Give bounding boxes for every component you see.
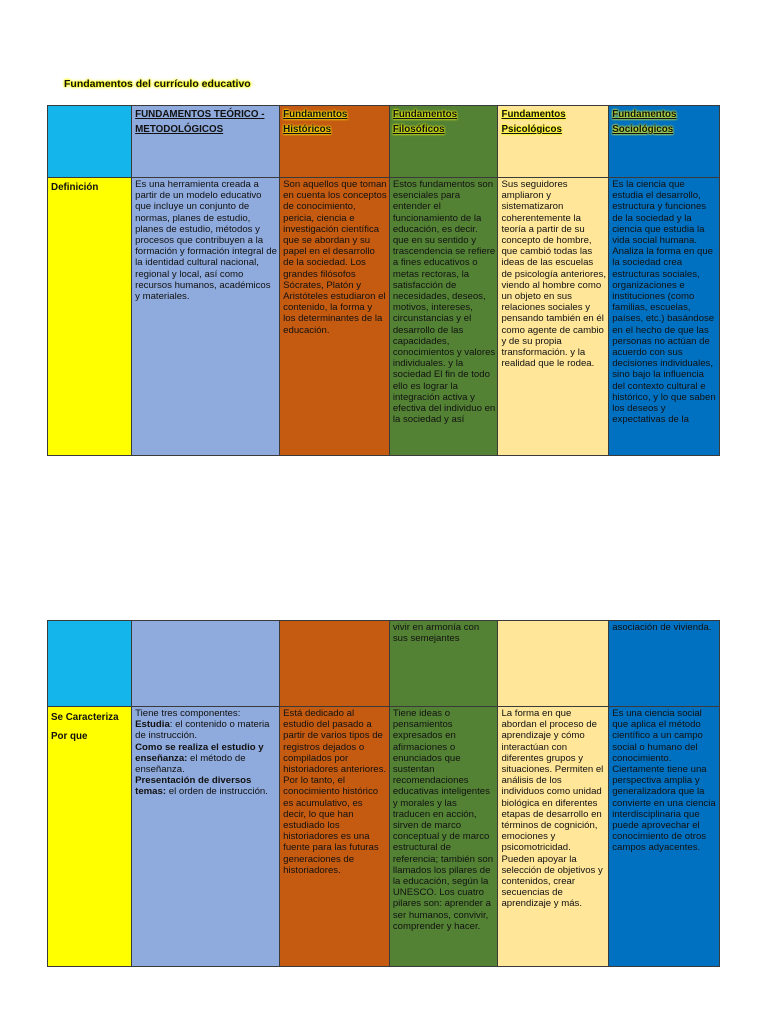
- caracteriza-label-cell: Se Caracteriza Por que: [48, 707, 132, 967]
- continuation-sociologicos: asociación de vivienda.: [609, 621, 720, 707]
- continuation-filosoficos: vivir en armonía con sus semejantes: [389, 621, 498, 707]
- continuation-label-cell: [48, 621, 132, 707]
- definicion-row: [48, 178, 720, 456]
- fundamentos-table-page-1: [47, 105, 720, 456]
- document-title: Fundamentos del currículo educativo: [64, 78, 251, 90]
- header-filosoficos: Fundamentos Filosóficos: [389, 106, 498, 178]
- definicion-sociologicos: Es la ciencia que estudia el desarrollo, estructura y funciones de la sociedad y la ciencia que estudia la vida social humana. Analiza la forma en que la sociedad crea estructuras sociales, organizaciones e instituciones (como familias, escuelas, países, etc.) basándose en el hecho de que las personas no actúan de acuerdo con sus decisiones individuales, sino bajo la influencia del contexto cultural e histórico, y lo que saben los deseos y expectativas de la: [609, 178, 720, 456]
- definicion-label-cell: Definición: [48, 178, 132, 456]
- definicion-continuation-row: [48, 621, 720, 707]
- caracteriza-filosoficos: Tiene ideas o pensamientos expresados en afirmaciones o enunciados que sustentan recomendaciones educativas inteligentes y morales y las traducen en acción, sirven de marco conceptual y de marco estructural de referencia; también son llamados los pilares de la educación, según la UNESCO. Los cuatro pilares son: aprender a ser humanos, convivir, comprender y hacer.: [389, 707, 498, 967]
- continuation-psicologicos: [498, 621, 609, 707]
- caracteriza-sociologicos: Es una ciencia social que aplica el método científico a un campo social o humano del conocimiento. Ciertamente tiene una perspectiva amplia y generalizadora que la convierte en una ciencia interdisciplinaria que puede aprovechar el conocimiento de otros campos adyacentes.: [609, 707, 720, 967]
- caracteriza-row: [48, 707, 720, 967]
- definicion-psicologicos: Sus seguidores ampliaron y sistematizaron coherentemente la teoría a partir de su concepto de hombre, que cambió todas las ideas de las escuelas de psicología anteriores, viendo al hombre como un objeto en sus relaciones sociales y pensando también en él como agente de cambio y de su propia transformación. y la realidad que le rodea.: [498, 178, 609, 456]
- header-teorico: FUNDAMENTOS TEÓRICO - METODOLÓGICOS: [132, 106, 280, 178]
- definicion-filosoficos: Estos fundamentos son esenciales para entender el funcionamiento de la educación, es decir. que en su sentido y trascendencia se refiere a fines educativos o metas rectoras, la satisfacción de necesidades, deseos, motivos, intereses, circunstancias y el desarrollo de las capacidades, conocimientos y valores individuales. y la sociedad El fin de todo ello es lograr la integración activa y efectiva del individuo en la sociedad y así: [389, 178, 498, 456]
- caracteriza-teorico: Tiene tres componentes: Estudia: el contenido o materia de instrucción. Como se realiza el estudio y enseñanza: el método de enseñanza. Presentación de diversos temas: el orden de instrucción.: [132, 707, 280, 967]
- caracteriza-psicologicos: La forma en que abordan el proceso de aprendizaje y cómo interactúan con diferentes grupos y situaciones. Permiten el análisis de los individuos como unidad biológica en diferentes etapas de desarrollo en términos de cognición, emociones y psicomotricidad. Pueden apoyar la selección de objetivos y contenidos, crear secuencias de aprendizaje y más.: [498, 707, 609, 967]
- header-psicologicos: Fundamentos Psicológicos: [498, 106, 609, 178]
- definicion-teorico: Es una herramienta creada a partir de un modelo educativo que incluye un conjunto de normas, planes de estudio, planes de estudio, métodos y procesos que contribuyen a la formación y formación integral de la identidad cultural nacional, regional y local, así como recursos humanos, académicos y materiales.: [132, 178, 280, 456]
- header-row: [48, 106, 720, 178]
- continuation-historicos: [280, 621, 390, 707]
- header-sociologicos: Fundamentos Sociológicos: [609, 106, 720, 178]
- fundamentos-table-page-2: [47, 620, 720, 967]
- header-corner-cell: [48, 106, 132, 178]
- header-historicos: Fundamentos Históricos: [280, 106, 390, 178]
- continuation-teorico: [132, 621, 280, 707]
- definicion-historicos: Son aquellos que toman en cuenta los conceptos de conocimiento, pericia, ciencia e investigación científica que se abordan y su papel en el desarrollo de la sociedad. Los grandes filósofos Sócrates, Platón y Aristóteles estudiaron el contenido, la forma y los determinantes de la educación.: [280, 178, 390, 456]
- caracteriza-historicos: Está dedicado al estudio del pasado a partir de varios tipos de registros dejados o compilados por historiadores anteriores. Por lo tanto, el conocimiento histórico es acumulativo, es decir, lo que han estudiado los historiadores es una fuente para las futuras generaciones de historiadores.: [280, 707, 390, 967]
